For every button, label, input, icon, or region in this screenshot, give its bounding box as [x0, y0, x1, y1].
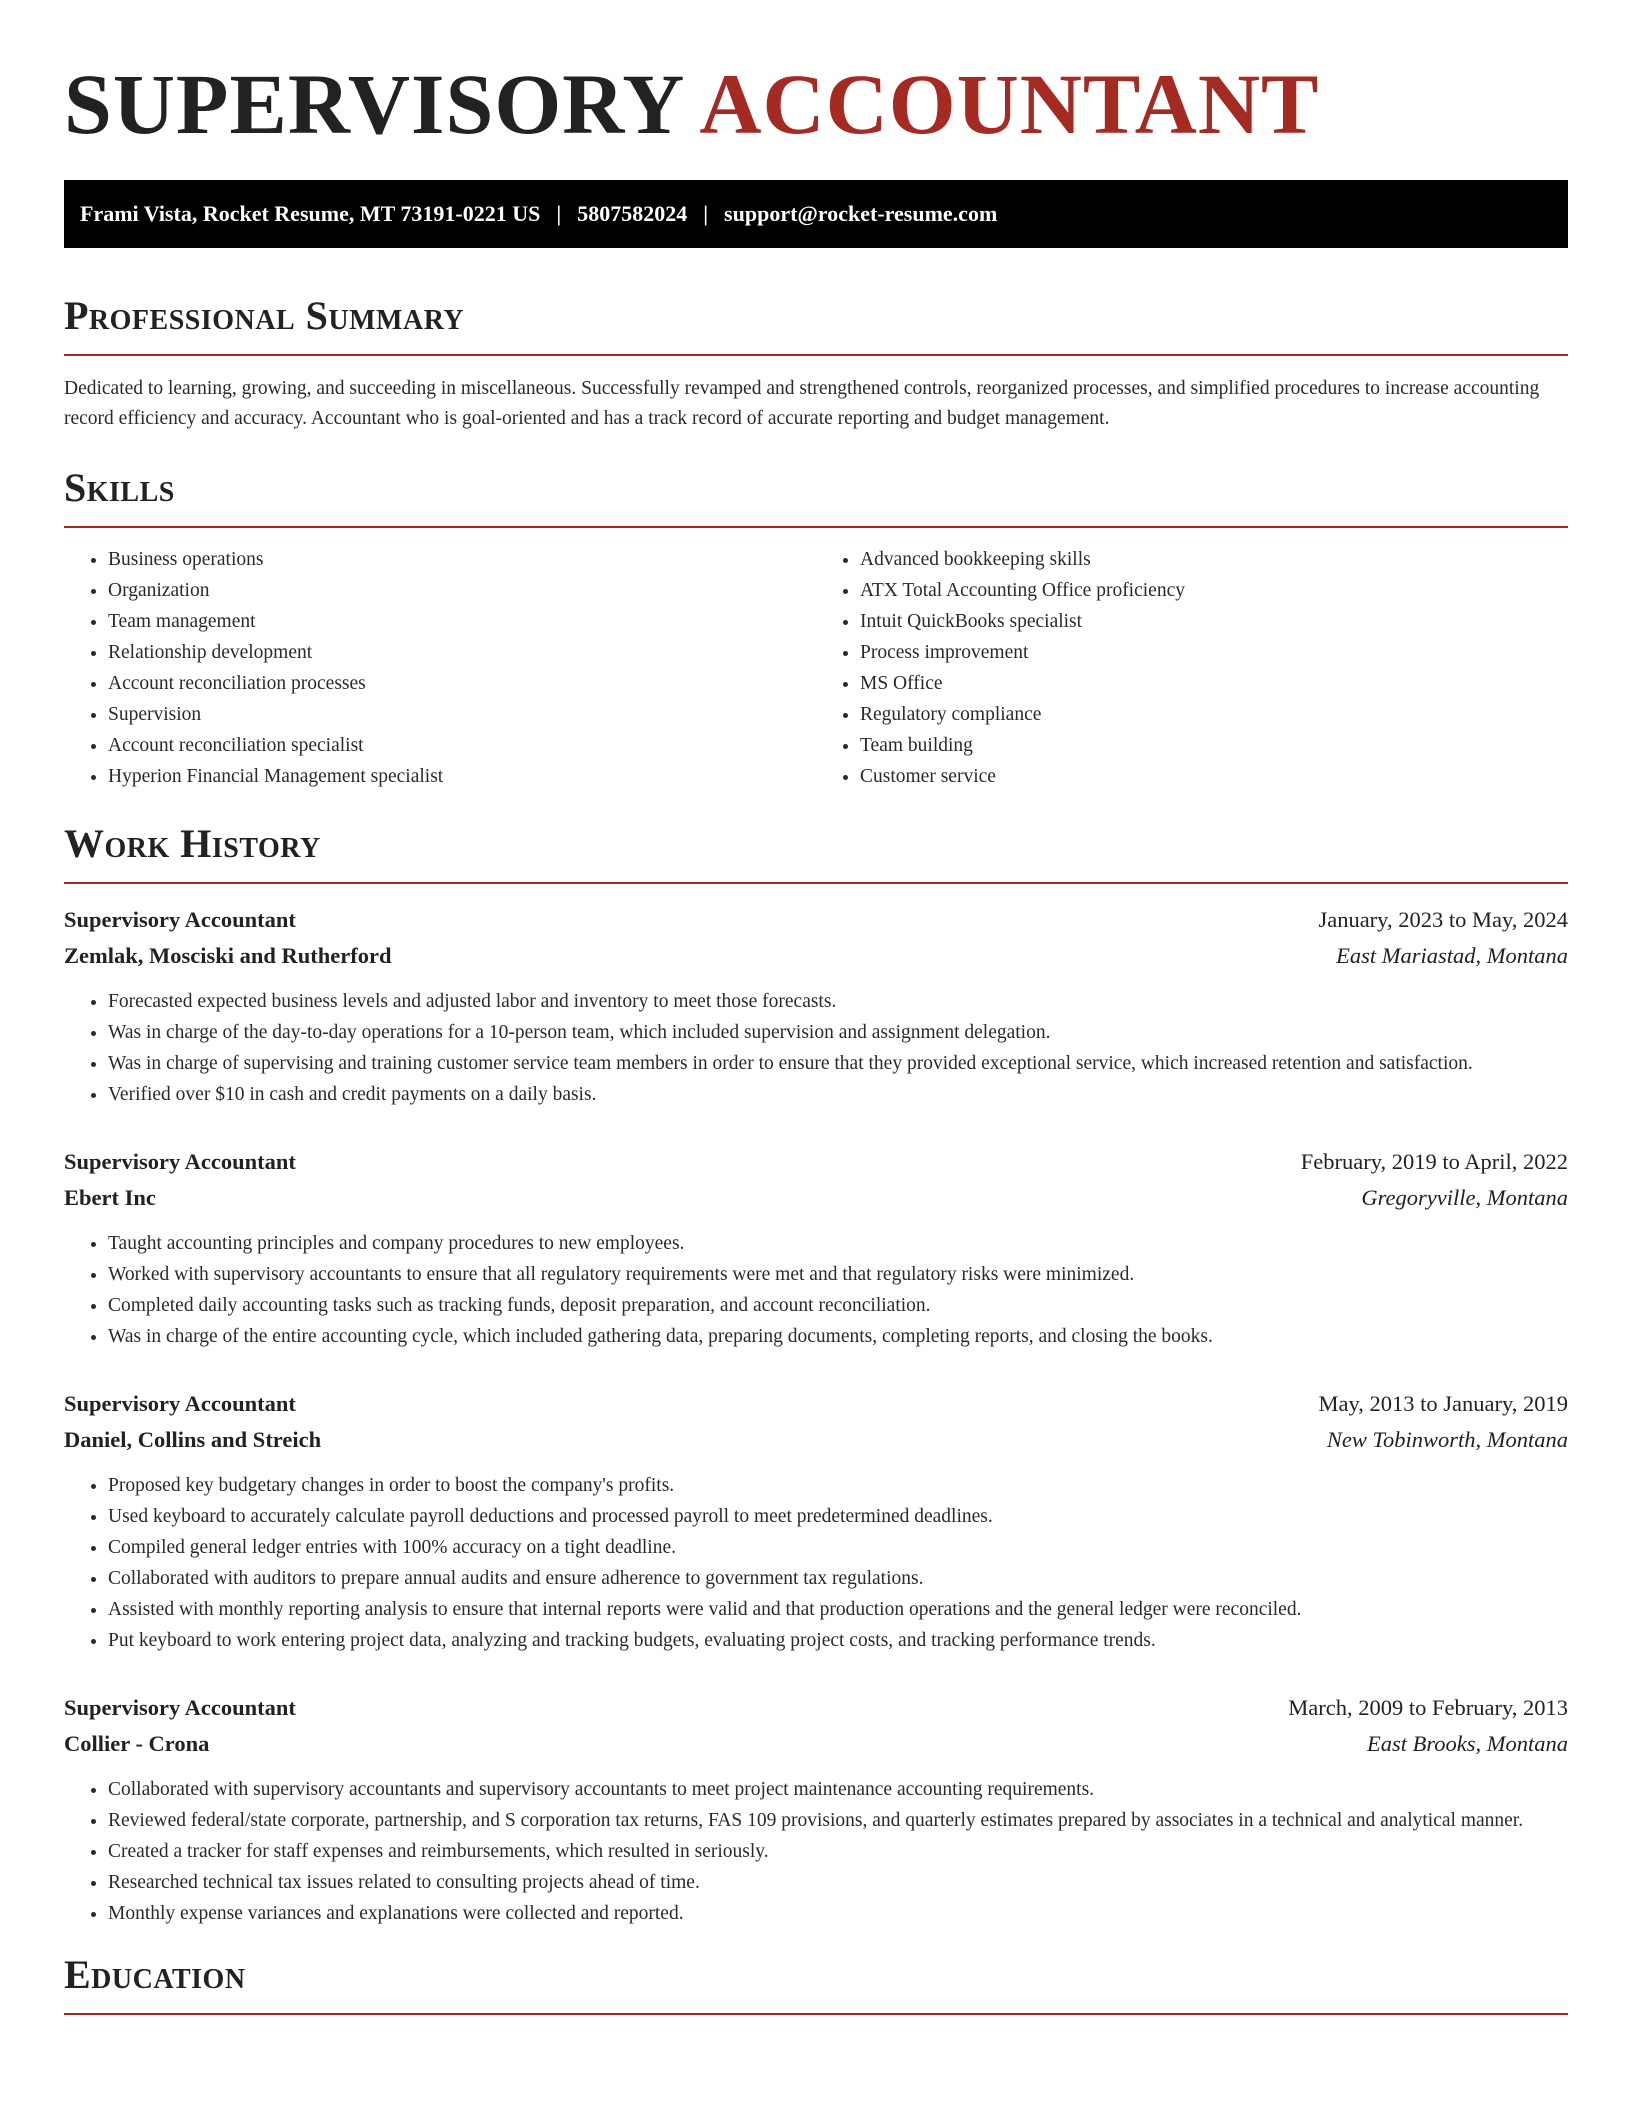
job-bullet: • Forecasted expected business levels and adjusted labor and inventory to meet those forecasts. — [108, 986, 1568, 1017]
job-title: Supervisory Accountant — [64, 1695, 296, 1720]
job-bullets — [64, 1470, 1568, 1656]
skill-item: • Account reconciliation specialist — [108, 730, 816, 761]
section-divider — [64, 354, 1568, 356]
job-location: Gregoryville, Montana — [1361, 1185, 1568, 1210]
job-bullet: • Collaborated with supervisory accountants and supervisory accountants to meet project maintenance accounting requirements. — [108, 1774, 1568, 1805]
job-bullet: • Completed daily accounting tasks such as tracking funds, deposit preparation, and account reconciliation. — [108, 1290, 1568, 1321]
job-bullets — [64, 986, 1568, 1110]
job-header-row — [64, 1386, 1568, 1422]
skill-item: • Relationship development — [108, 637, 816, 668]
section-divider — [64, 526, 1568, 528]
job-company-row — [64, 1422, 1568, 1458]
name-last-word: ACCOUNTANT — [699, 56, 1320, 152]
job-bullet: • Created a tracker for staff expenses and reimbursements, which resulted in seriously. — [108, 1836, 1568, 1867]
job-bullet: • Was in charge of the entire accounting cycle, which included gathering data, preparing documents, completing reports, and closing the books. — [108, 1321, 1568, 1352]
job-dates: May, 2013 to January, 2019 — [1318, 1391, 1568, 1416]
job-dates: January, 2023 to May, 2024 — [1318, 907, 1568, 932]
job-bullet: • Worked with supervisory accountants to ensure that all regulatory requirements were met and that regulatory risks were minimized. — [108, 1259, 1568, 1290]
skill-item: • Business operations — [108, 544, 816, 575]
job-bullet: • Compiled general ledger entries with 100% accuracy on a tight deadline. — [108, 1532, 1568, 1563]
job-header-row — [64, 1690, 1568, 1726]
resume-name-heading — [64, 0, 1568, 152]
job-company-row — [64, 1180, 1568, 1216]
job-company: Ebert Inc — [64, 1185, 156, 1210]
skill-item: • Advanced bookkeeping skills — [860, 544, 1568, 575]
skill-item: • Intuit QuickBooks specialist — [860, 606, 1568, 637]
skill-item: • Supervision — [108, 699, 816, 730]
job-dates: February, 2019 to April, 2022 — [1300, 1149, 1568, 1174]
job-bullet: • Monthly expense variances and explanations were collected and reported. — [108, 1898, 1568, 1929]
contact-separator: | — [703, 201, 709, 226]
job-bullet: • Collaborated with auditors to prepare annual audits and ensure adherence to government tax regulations. — [108, 1563, 1568, 1594]
job-company: Collier - Crona — [64, 1731, 210, 1756]
name-first-word: SUPERVISORY — [64, 56, 686, 152]
job-bullet: • Put keyboard to work entering project data, analyzing and tracking budgets, evaluating project costs, and tracking performance trends. — [108, 1625, 1568, 1656]
job-title: Supervisory Accountant — [64, 1391, 296, 1416]
skill-item: • Hyperion Financial Management specialist — [108, 761, 816, 792]
section-title-summary: Professional Summary — [64, 293, 465, 338]
job-bullet: • Was in charge of the day-to-day operations for a 10-person team, which included supervision and assignment delegation. — [108, 1017, 1568, 1048]
job-bullet: • Researched technical tax issues related to consulting projects ahead of time. — [108, 1867, 1568, 1898]
job-company: Daniel, Collins and Streich — [64, 1427, 322, 1452]
section-divider — [64, 2013, 1568, 2015]
job-location: East Brooks, Montana — [1366, 1731, 1568, 1756]
skills-section — [64, 464, 1568, 792]
job-bullet: • Assisted with monthly reporting analysis to ensure that internal reports were valid and that production operations and the general ledger were reconciled. — [108, 1594, 1568, 1625]
job-entry — [64, 1144, 1568, 1352]
skill-item: • Organization — [108, 575, 816, 606]
job-title: Supervisory Accountant — [64, 907, 296, 932]
job-bullets — [64, 1228, 1568, 1352]
job-bullet: • Proposed key budgetary changes in order to boost the company's profits. — [108, 1470, 1568, 1501]
contact-bar — [64, 180, 1568, 248]
skill-item: • Team management — [108, 606, 816, 637]
job-bullet: • Verified over $10 in cash and credit payments on a daily basis. — [108, 1079, 1568, 1110]
skill-item: • Process improvement — [860, 637, 1568, 668]
skill-item: • Customer service — [860, 761, 1568, 792]
skill-item: • MS Office — [860, 668, 1568, 699]
job-entry — [64, 902, 1568, 1110]
job-bullet: • Used keyboard to accurately calculate payroll deductions and processed payroll to meet predetermined deadlines. — [108, 1501, 1568, 1532]
job-company-row — [64, 938, 1568, 974]
job-bullet: • Taught accounting principles and company procedures to new employees. — [108, 1228, 1568, 1259]
contact-separator: | — [556, 201, 562, 226]
section-title-work-history: Work History — [64, 821, 321, 866]
job-location: New Tobinworth, Montana — [1326, 1427, 1568, 1452]
skill-item: • ATX Total Accounting Office proficiency — [860, 575, 1568, 606]
job-dates: March, 2009 to February, 2013 — [1288, 1695, 1568, 1720]
professional-summary-section — [64, 292, 1568, 434]
section-title-skills: Skills — [64, 465, 175, 510]
skills-columns — [64, 544, 1568, 792]
job-header-row — [64, 1144, 1568, 1180]
job-bullets — [64, 1774, 1568, 1929]
summary-text: Dedicated to learning, growing, and succeeding in miscellaneous. Successfully revamped and strengthened controls, reorganized processes, and simplified procedures to increase accounting record efficiency and accuracy. Accountant who is goal-oriented and has a track record of accurate reporting and budget management. — [64, 378, 1540, 429]
job-title: Supervisory Accountant — [64, 1149, 296, 1174]
section-divider — [64, 882, 1568, 884]
job-bullet: • Was in charge of supervising and training customer service team members in order to ensure that they provided exceptional service, which increased retention and satisfaction. — [108, 1048, 1568, 1079]
skills-list-right — [816, 544, 1568, 792]
job-header-row — [64, 902, 1568, 938]
job-entry — [64, 1386, 1568, 1656]
section-title-education: Education — [64, 1952, 246, 1997]
job-company: Zemlak, Mosciski and Rutherford — [64, 943, 392, 968]
skill-item: • Account reconciliation processes — [108, 668, 816, 699]
job-company-row — [64, 1726, 1568, 1762]
skill-item: • Regulatory compliance — [860, 699, 1568, 730]
contact-email: support@rocket-resume.com — [724, 201, 998, 226]
job-entry — [64, 1690, 1568, 1929]
work-history-section — [64, 820, 1568, 1929]
education-section — [64, 1951, 1568, 2015]
contact-phone: 5807582024 — [577, 201, 688, 226]
contact-address: Frami Vista, Rocket Resume, MT 73191-0221 US — [80, 201, 541, 226]
job-bullet: • Reviewed federal/state corporate, partnership, and S corporation tax returns, FAS 109 provisions, and quarterly estimates prepared by associates in a technical and analytical manner. — [108, 1805, 1568, 1836]
skills-list-left — [64, 544, 816, 792]
job-location: East Mariastad, Montana — [1336, 943, 1568, 968]
skill-item: • Team building — [860, 730, 1568, 761]
